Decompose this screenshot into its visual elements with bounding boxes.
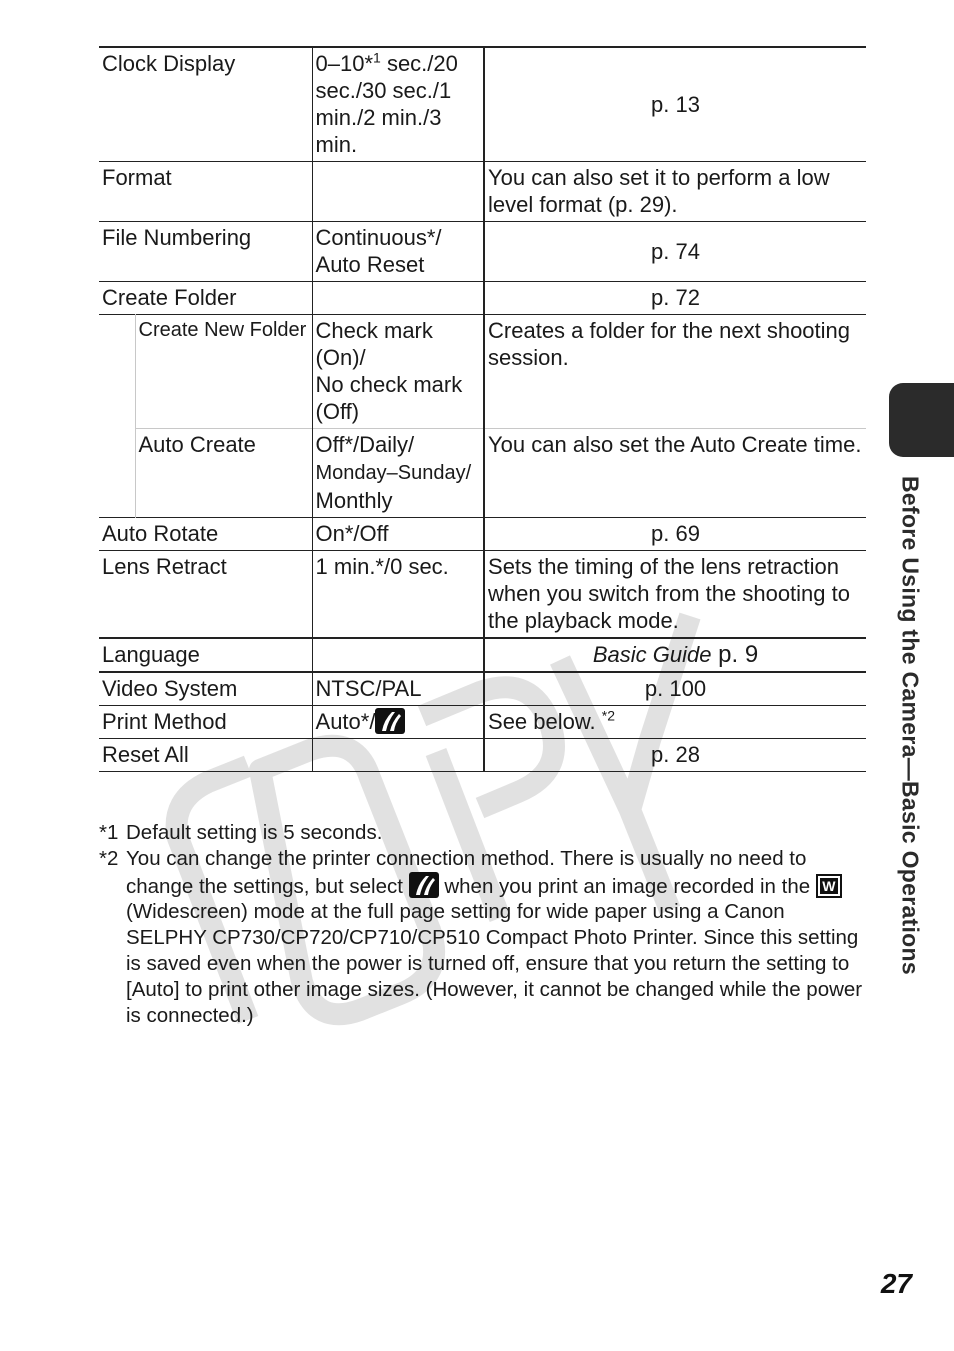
footnotes (99, 820, 866, 1028)
setting-options: Check mark (On)/ No check mark (Off) (312, 315, 484, 429)
setting-reference: p. 100 (484, 672, 866, 706)
section-tab (889, 383, 954, 457)
page-number: 27 (880, 1268, 912, 1299)
setting-options (312, 739, 484, 772)
indent-spacer (99, 315, 135, 518)
setting-name: Reset All (102, 742, 189, 767)
setting-reference: Basic Guide p. 9 (484, 638, 866, 672)
setting-options: NTSC/PAL (312, 672, 484, 706)
table-row-create-new-folder (99, 315, 866, 429)
table-row-language (99, 638, 866, 672)
setting-name: Language (102, 642, 200, 667)
pen-nib-icon (375, 708, 405, 734)
setting-reference: You can also set it to perform a low level format (p. 29). (484, 162, 866, 222)
footnote-text: when you print an image recorded in the (438, 874, 816, 898)
table-row-auto-rotate (99, 518, 866, 551)
setting-name: Clock Display (102, 51, 236, 76)
setting-name: Format (102, 165, 172, 190)
setting-reference: See below. $^{*2}$ (484, 706, 866, 739)
setting-name: Print Method (102, 709, 227, 734)
setting-options (312, 282, 484, 315)
setting-options: Continuous*/ Auto Reset (312, 222, 484, 282)
setting-reference: p. 28 (484, 739, 866, 772)
footnote-mark: *1 (99, 821, 119, 844)
footnote-2 (99, 846, 866, 1029)
table-row-auto-create (99, 429, 866, 518)
setting-options: Off*/Daily/ Monday–Sunday/ Monthly (312, 429, 484, 518)
setting-options: 0–10*$^1$ sec./20 sec./30 sec./1 min./2 min./3 min. (312, 47, 484, 162)
footnote-text: (Widescreen) mode at the full page setting for wide paper using a Canon SELPHY CP730/CP720/CP710/CP510 Compact Photo Printer. Since this setting is saved even when the power is turned off, ensure that you return the setting to [Auto] to print other image sizes. (However, it cannot be changed while the power is connected.) (126, 900, 863, 1027)
table-row-clock-display (99, 47, 866, 162)
footnote-text: Default setting is 5 seconds. (126, 821, 383, 844)
setting-reference: p. 72 (484, 282, 866, 315)
table-row-lens-retract (99, 551, 866, 639)
setting-name: Lens Retract (102, 554, 227, 579)
setting-name: Create Folder (102, 285, 237, 310)
setting-options: 1 min.*/0 sec. (312, 551, 484, 639)
setting-name: Video System (102, 676, 238, 701)
setting-reference: p. 74 (484, 222, 866, 282)
setting-options: On*/Off (312, 518, 484, 551)
pen-nib-icon (409, 872, 439, 898)
table-row-print-method (99, 706, 866, 739)
table-row-file-numbering (99, 222, 866, 282)
footnote-text: You can change the printer connection method. There is usually no need to change the settings, but select (126, 846, 807, 898)
footnote-1 (99, 820, 866, 846)
table-row-create-folder (99, 282, 866, 315)
setting-options: Auto*/ (312, 706, 484, 739)
setting-name: Create New Folder (135, 315, 312, 429)
setting-name: File Numbering (102, 225, 252, 250)
table-row-video-system (99, 672, 866, 706)
setting-name: Auto Create (135, 429, 312, 518)
setting-reference: p. 13 (484, 47, 866, 162)
setting-reference: p. 69 (484, 518, 866, 551)
setting-options (312, 162, 484, 222)
setting-reference: Creates a folder for the next shooting session. (484, 315, 866, 429)
widescreen-w-icon: W (816, 874, 842, 898)
section-title: Before Using the Camera—Basic Operations (897, 476, 924, 975)
table-row-format (99, 162, 866, 222)
footnote-mark: *2 (99, 846, 119, 870)
setting-reference: You can also set the Auto Create time. (484, 429, 866, 518)
setting-options (312, 638, 484, 672)
setting-name: Auto Rotate (102, 521, 219, 546)
table-row-reset-all (99, 739, 866, 772)
setting-reference: Sets the timing of the lens retraction when you switch from the shooting to the playback mode. (484, 551, 866, 639)
settings-table (99, 46, 866, 772)
